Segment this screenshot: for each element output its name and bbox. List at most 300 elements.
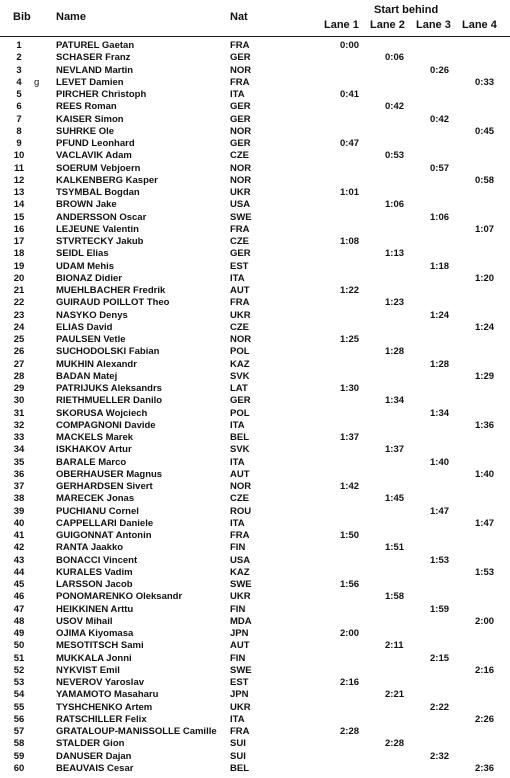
nat-cell: GER [230,52,251,64]
table-row [0,763,510,775]
bib-cell: 28 [13,370,25,382]
bib-cell: 25 [13,334,25,345]
name-cell: BADAN Matej [56,370,118,382]
bib-cell: 41 [13,530,25,541]
name-cell: RANTA Jaakko [56,542,124,554]
start-time-lane-4: 0:33 [475,76,495,88]
start-time-lane-1: 1:01 [340,187,360,198]
header-bib: Bib [13,11,31,23]
bib-cell: 35 [13,456,25,468]
name-cell: RIETHMUELLER Danilo [56,395,163,407]
nat-cell: UKR [230,701,251,713]
start-time-lane-2: 1:45 [385,493,405,505]
bib-cell: 16 [13,223,25,235]
nat-cell: NOR [230,64,252,76]
nat-cell: GER [230,113,251,125]
nat-cell: GER [230,395,251,407]
start-time-lane-3: 1:59 [430,603,450,615]
nat-cell: FRA [230,297,250,309]
start-time-lane-4: 0:58 [475,174,495,186]
table-row [0,346,510,358]
bib-cell: 33 [13,432,25,443]
start-time-lane-3: 0:42 [430,113,450,125]
nat-cell: FRA [230,40,250,51]
bib-cell: 7 [16,113,22,125]
header-name: Name [56,11,86,23]
bib-cell: 24 [13,321,25,333]
header-lane-1: Lane 1 [324,19,359,31]
start-time-lane-3: 1:53 [430,554,450,566]
nat-cell: AUT [230,285,250,296]
name-cell: HEIKKINEN Arttu [56,603,134,615]
table-row [0,285,510,297]
start-time-lane-2: 1:51 [385,542,405,554]
table-row [0,714,510,726]
table-row [0,212,510,224]
table-row [0,236,510,248]
start-time-lane-3: 2:15 [430,652,450,664]
start-time-lane-3: 1:47 [430,505,450,517]
table-row [0,726,510,738]
table-row [0,297,510,309]
nat-cell: FRA [230,76,250,88]
name-cell: YAMAMOTO Masaharu [56,689,159,701]
table-row [0,530,510,542]
name-cell: GRATALOUP-MANISSOLLE Camille [56,726,217,737]
name-cell: STALDER Gion [56,738,125,750]
table-row [0,199,510,211]
bib-cell: 52 [13,664,25,676]
start-time-lane-2: 1:58 [385,591,405,603]
name-cell: BEAUVAIS Cesar [56,762,134,774]
nat-cell: GER [230,138,251,149]
start-time-lane-1: 1:56 [340,579,360,590]
nat-cell: CZE [230,236,249,247]
start-time-lane-3: 1:34 [430,407,450,419]
name-cell: BONACCI Vincent [56,554,138,566]
bib-cell: 56 [13,713,25,725]
table-row [0,371,510,383]
bib-cell: 47 [13,603,25,615]
nat-cell: UKR [230,187,251,198]
nat-cell: SUI [230,750,246,762]
table-row [0,493,510,505]
bib-cell: 11 [13,162,25,174]
bib-cell: 31 [13,407,25,419]
name-cell: BIONAZ Didier [56,272,122,284]
bib-cell: 54 [13,689,25,701]
table-row [0,334,510,346]
nat-cell: USA [230,554,251,566]
bib-cell: 48 [13,615,25,627]
name-cell: LEVET Damien [56,76,124,88]
start-time-lane-4: 1:24 [475,321,495,333]
header-lane-4: Lane 4 [462,19,497,31]
nat-cell: EST [230,260,249,272]
table-row [0,114,510,126]
nat-cell: CZE [230,150,249,162]
name-cell: ISKHAKOV Artur [56,444,132,456]
bib-cell: 23 [13,309,25,321]
bib-cell: 59 [13,750,25,762]
start-time-lane-3: 1:40 [430,456,450,468]
bib-cell: 27 [13,358,25,370]
bib-cell: 32 [13,419,25,431]
start-time-lane-2: 0:42 [385,101,405,113]
header-lane-3: Lane 3 [416,19,451,31]
start-time-lane-1: 2:16 [340,677,360,688]
start-time-lane-4: 1:07 [475,223,495,235]
table-row [0,163,510,175]
start-time-lane-1: 1:30 [340,383,360,394]
nat-cell: CZE [230,493,249,505]
table-row [0,665,510,677]
bib-cell: 51 [13,652,25,664]
table-row [0,555,510,567]
bib-cell: 4 [16,76,22,88]
nat-cell: AUT [230,468,250,480]
nat-cell: FIN [230,652,246,664]
nat-cell: BEL [230,432,249,443]
start-time-lane-1: 1:22 [340,285,360,296]
start-time-lane-4: 1:20 [475,272,495,284]
name-cell: PATRIJUKS Aleksandrs [56,383,162,394]
name-cell: ELIAS David [56,321,113,333]
nat-cell: KAZ [230,358,250,370]
nat-cell: NOR [230,334,252,345]
start-time-lane-1: 1:08 [340,236,360,247]
nat-cell: ITA [230,89,245,100]
name-cell: NEVLAND Martin [56,64,134,76]
nat-cell: NOR [230,481,252,492]
table-row [0,677,510,689]
bib-cell: 60 [13,762,25,774]
start-time-lane-1: 1:42 [340,481,360,492]
table-row [0,738,510,750]
name-cell: MACKELS Marek [56,432,134,443]
nat-cell: NOR [230,162,252,174]
bib-cell: 55 [13,701,25,713]
table-row [0,653,510,665]
nat-cell: POL [230,407,250,419]
name-cell: PAULSEN Vetle [56,334,126,345]
table-row [0,40,510,52]
name-cell: MESOTITSCH Sami [56,640,144,652]
table-row [0,751,510,763]
start-time-lane-2: 2:21 [385,689,405,701]
bib-cell: 3 [16,64,22,76]
start-time-lane-2: 1:23 [385,297,405,309]
nat-cell: CZE [230,321,249,333]
name-cell: MUKKALA Jonni [56,652,132,664]
bib-cell: 34 [13,444,25,456]
start-time-lane-4: 1:36 [475,419,495,431]
name-cell: KURALES Vadim [56,566,133,578]
nat-cell: POL [230,346,250,358]
table-row [0,591,510,603]
nat-cell: NOR [230,125,252,137]
nat-cell: JPN [230,628,249,639]
bib-cell: 14 [13,199,25,211]
bib-cell: 58 [13,738,25,750]
start-time-lane-3: 1:28 [430,358,450,370]
bib-cell: 10 [13,150,25,162]
bib-cell: 18 [13,248,25,260]
nat-cell: NOR [230,174,252,186]
start-time-lane-3: 0:57 [430,162,450,174]
nat-cell: UKR [230,591,251,603]
table-row [0,101,510,113]
bib-cell: 38 [13,493,25,505]
table-row [0,628,510,640]
table-row [0,248,510,260]
table-row [0,444,510,456]
header-lane-2: Lane 2 [370,19,405,31]
header-start-behind: Start behind [374,4,439,16]
table-row [0,52,510,64]
name-cell: USOV Mihail [56,615,113,627]
start-time-lane-1: 0:47 [340,138,360,149]
bib-cell: 17 [13,236,25,247]
name-cell: BARALE Marco [56,456,127,468]
name-cell: RATSCHILLER Felix [56,713,147,725]
bib-cell: 9 [16,138,22,149]
name-cell: SOERUM Vebjoern [56,162,141,174]
start-time-lane-4: 2:16 [475,664,495,676]
nat-cell: SVK [230,370,250,382]
bib-cell: 2 [16,52,22,64]
nat-cell: AUT [230,640,250,652]
table-row [0,224,510,236]
name-cell: SUCHODOLSKI Fabian [56,346,160,358]
table-row [0,261,510,273]
name-cell: VACLAVIK Adam [56,150,132,162]
name-cell: GERHARDSEN Sivert [56,481,153,492]
name-cell: SCHASER Franz [56,52,131,64]
nat-cell: ITA [230,517,245,529]
table-row [0,395,510,407]
start-time-lane-1: 2:28 [340,726,360,737]
name-cell: NEVEROV Yaroslav [56,677,145,688]
bib-cell: 1 [16,40,22,51]
bib-cell: 57 [13,726,25,737]
start-time-lane-4: 1:40 [475,468,495,480]
bib-cell: 8 [16,125,22,137]
header-rule [0,36,510,37]
table-row [0,432,510,444]
name-cell: UDAM Mehis [56,260,115,272]
bib-cell: 50 [13,640,25,652]
name-cell: SKORUSA Wojciech [56,407,148,419]
table-row [0,175,510,187]
nat-cell: SUI [230,738,246,750]
name-cell: PATUREL Gaetan [56,40,135,51]
name-cell: NASYKO Denys [56,309,128,321]
start-time-lane-3: 0:26 [430,64,450,76]
table-row [0,506,510,518]
nat-cell: FIN [230,603,246,615]
bib-cell: 21 [13,285,25,296]
name-cell: KALKENBERG Kasper [56,174,158,186]
table-row [0,273,510,285]
start-time-lane-3: 2:22 [430,701,450,713]
name-cell: LARSSON Jacob [56,579,133,590]
table-row [0,604,510,616]
name-cell: STVRTECKY Jakub [56,236,144,247]
bib-cell: 12 [13,174,25,186]
table-row [0,138,510,150]
start-time-lane-1: 1:50 [340,530,360,541]
table-row [0,616,510,628]
start-time-lane-3: 2:32 [430,750,450,762]
start-time-lane-2: 1:06 [385,199,405,211]
name-cell: SUHRKE Ole [56,125,115,137]
start-time-lane-4: 2:26 [475,713,495,725]
name-cell: DANUSER Dajan [56,750,132,762]
table-row [0,408,510,420]
nat-cell: GER [230,248,251,260]
bib-cell: 46 [13,591,25,603]
bib-cell: 22 [13,297,25,309]
bib-cell: 15 [13,211,25,223]
name-cell: SEIDL Elias [56,248,109,260]
nat-cell: FRA [230,223,250,235]
start-time-lane-3: 1:18 [430,260,450,272]
name-cell: TYSHCHENKO Artem [56,701,153,713]
nat-cell: GER [230,101,251,113]
start-time-lane-1: 0:41 [340,89,360,100]
name-cell: GUIGONNAT Antonin [56,530,152,541]
bib-cell: 42 [13,542,25,554]
nat-cell: USA [230,199,251,211]
start-time-lane-2: 2:28 [385,738,405,750]
bib-cell: 29 [13,383,25,394]
bib-cell: 6 [16,101,22,113]
nat-cell: UKR [230,309,251,321]
name-cell: GUIRAUD POILLOT Theo [56,297,170,309]
bib-cell: 36 [13,468,25,480]
name-cell: MARECEK Jonas [56,493,135,505]
table-row [0,542,510,554]
name-cell: PONOMARENKO Oleksandr [56,591,183,603]
table-row [0,77,510,89]
bib-cell: 37 [13,481,25,492]
start-time-lane-2: 0:53 [385,150,405,162]
table-row [0,640,510,652]
table-row [0,359,510,371]
nat-cell: SVK [230,444,250,456]
name-cell: MUEHLBACHER Fredrik [56,285,166,296]
start-time-lane-2: 1:13 [385,248,405,260]
start-time-lane-4: 2:36 [475,762,495,774]
nat-cell: ITA [230,272,245,284]
table-row [0,518,510,530]
start-time-lane-3: 1:24 [430,309,450,321]
table-row [0,567,510,579]
bib-cell: 39 [13,505,25,517]
nat-cell: SWE [230,211,252,223]
start-time-lane-4: 1:47 [475,517,495,529]
name-cell: CAPPELLARI Daniele [56,517,154,529]
name-cell: TSYMBAL Bogdan [56,187,140,198]
name-cell: COMPAGNONI Davide [56,419,156,431]
start-list-rows [0,40,510,775]
table-row [0,187,510,199]
nat-cell: FRA [230,530,250,541]
name-cell: LEJEUNE Valentin [56,223,139,235]
bib-cell: 44 [13,566,25,578]
bib-cell: 49 [13,628,25,639]
start-time-lane-2: 1:28 [385,346,405,358]
table-row [0,383,510,395]
bib-cell: 26 [13,346,25,358]
bib-cell: 53 [13,677,25,688]
nat-cell: LAT [230,383,248,394]
bib-cell: 30 [13,395,25,407]
start-time-lane-4: 2:00 [475,615,495,627]
table-row [0,126,510,138]
start-time-lane-1: 2:00 [340,628,360,639]
name-cell: OJIMA Kiyomasa [56,628,134,639]
table-row [0,89,510,101]
nat-cell: EST [230,677,249,688]
nat-cell: SWE [230,664,252,676]
header-nat: Nat [230,11,248,23]
name-cell: BROWN Jake [56,199,117,211]
table-row [0,469,510,481]
bib-cell: 20 [13,272,25,284]
name-cell: KAISER Simon [56,113,124,125]
bib-cell: 19 [13,260,25,272]
nat-cell: BEL [230,762,249,774]
nat-cell: ITA [230,419,245,431]
nat-cell: ROU [230,505,252,517]
start-time-lane-2: 0:06 [385,52,405,64]
start-time-lane-3: 1:06 [430,211,450,223]
name-cell: PFUND Leonhard [56,138,135,149]
nat-cell: MDA [230,615,252,627]
bib-cell: 5 [16,89,22,100]
start-time-lane-4: 0:45 [475,125,495,137]
nat-cell: SWE [230,579,252,590]
bib-cell: 13 [13,187,25,198]
bib-cell: 43 [13,554,25,566]
name-cell: PUCHIANU Cornel [56,505,139,517]
table-row [0,322,510,334]
start-time-lane-2: 1:37 [385,444,405,456]
table-row [0,310,510,322]
name-cell: OBERHAUSER Magnus [56,468,163,480]
note-cell: g [34,76,40,88]
table-row [0,579,510,591]
start-time-lane-2: 2:11 [385,640,404,652]
table-row [0,457,510,469]
start-time-lane-1: 0:00 [340,40,360,51]
table-row [0,702,510,714]
start-time-lane-4: 1:53 [475,566,495,578]
name-cell: NYKVIST Emil [56,664,120,676]
start-time-lane-1: 1:37 [340,432,360,443]
table-row [0,689,510,701]
table-row [0,150,510,162]
start-time-lane-2: 1:34 [385,395,405,407]
name-cell: MUKHIN Alexandr [56,358,137,370]
start-time-lane-4: 1:29 [475,370,495,382]
nat-cell: FRA [230,726,250,737]
name-cell: ANDERSSON Oscar [56,211,147,223]
bib-cell: 40 [13,517,25,529]
bib-cell: 45 [13,579,25,590]
